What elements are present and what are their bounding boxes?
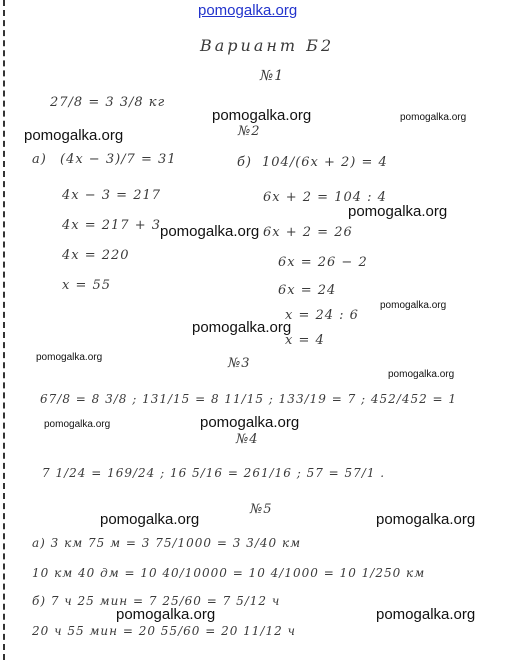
- task2-b4: 6x = 26 − 2: [278, 255, 368, 270]
- watermark: pomogalka.org: [160, 223, 260, 240]
- task1-line1: 27/8 = 3 3/8 кг: [50, 95, 166, 110]
- watermark: pomogalka.org: [348, 203, 448, 220]
- task1-a1: (4x − 3)/7 = 31: [60, 152, 177, 167]
- watermark: pomogalka.org: [44, 419, 111, 430]
- task2-b6: x = 24 : 6: [285, 308, 359, 323]
- watermark: pomogalka.org: [100, 511, 200, 528]
- task2-b2: 6x + 2 = 104 : 4: [263, 190, 387, 205]
- watermark: pomogalka.org: [200, 414, 300, 431]
- watermark: pomogalka.org: [388, 369, 455, 380]
- task2-b-label: б): [237, 155, 253, 170]
- task2-b7: x = 4: [285, 333, 325, 348]
- watermark-top-link[interactable]: pomogalka.org: [198, 2, 298, 19]
- task1-label: №1: [260, 68, 285, 84]
- task5-b: б) 7 ч 25 мин = 7 25/60 = 7 5/12 ч: [32, 594, 281, 608]
- watermark: pomogalka.org: [116, 606, 216, 623]
- task5-label: №5: [250, 502, 273, 517]
- task3-line: 67/8 = 8 3/8 ; 131/15 = 8 11/15 ; 133/19 = 7 ; 452/452 = 1: [40, 392, 458, 406]
- task1-a2: 4x − 3 = 217: [62, 188, 162, 203]
- watermark: pomogalka.org: [400, 112, 467, 123]
- task1-a4: 4x = 220: [62, 248, 130, 263]
- task1-a-label: а): [32, 152, 47, 167]
- task5-b2: 20 ч 55 мин = 20 55/60 = 20 11/12 ч: [32, 624, 297, 638]
- watermark: pomogalka.org: [380, 300, 447, 311]
- watermark: pomogalka.org: [24, 127, 124, 144]
- task3-label: №3: [228, 356, 251, 371]
- watermark: pomogalka.org: [212, 107, 312, 124]
- task1-a3: 4x = 217 + 3: [62, 218, 162, 233]
- watermark: pomogalka.org: [376, 606, 476, 623]
- variant-title: Вариант Б2: [200, 36, 335, 55]
- watermark: pomogalka.org: [376, 511, 476, 528]
- task4-line: 7 1/24 = 169/24 ; 16 5/16 = 261/16 ; 57 = 57/1 .: [42, 466, 386, 480]
- task5-a2: 10 км 40 дм = 10 40/10000 = 10 4/1000 = 10 1/250 км: [32, 566, 426, 580]
- left-perforation-edge: [3, 0, 5, 660]
- task2-b5: 6x = 24: [278, 283, 337, 298]
- task1-a5: x = 55: [62, 278, 112, 293]
- watermark: pomogalka.org: [36, 352, 103, 363]
- task5-a: а) 3 км 75 м = 3 75/1000 = 3 3/40 км: [32, 536, 302, 550]
- watermark: pomogalka.org: [192, 319, 292, 336]
- task2-b1: 104/(6x + 2) = 4: [262, 155, 388, 170]
- task2-label: №2: [238, 124, 261, 139]
- task2-b3: 6x + 2 = 26: [263, 225, 353, 240]
- task4-label: №4: [236, 432, 259, 447]
